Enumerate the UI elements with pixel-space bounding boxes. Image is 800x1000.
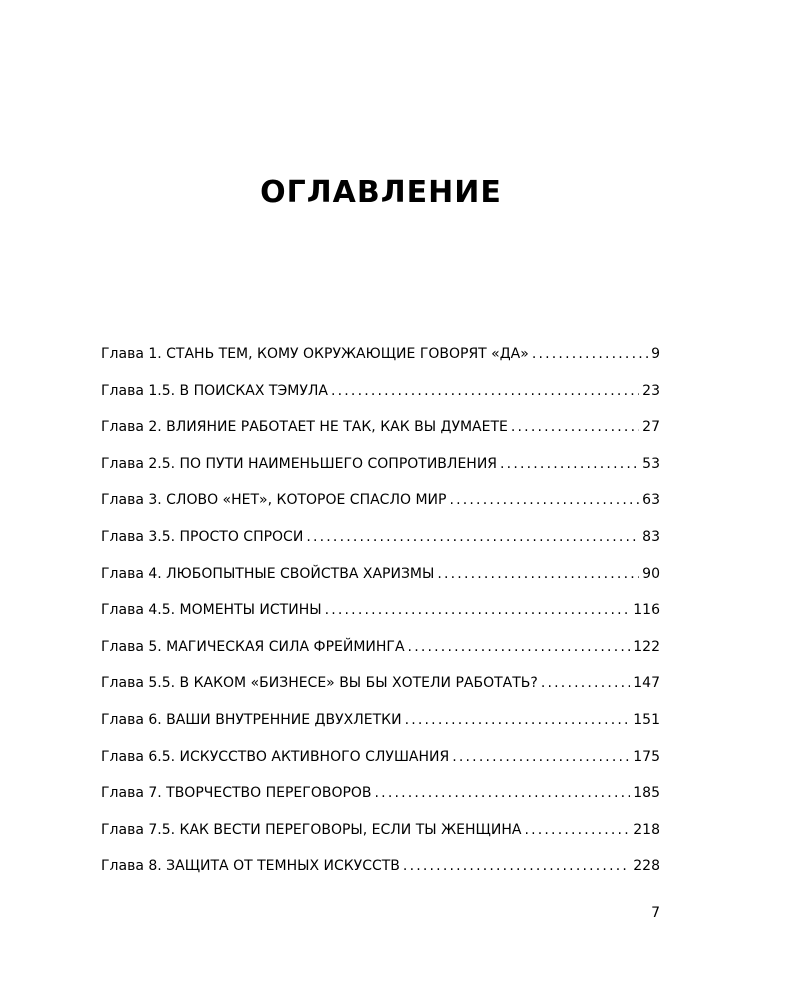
toc-entry-page: 9 bbox=[651, 346, 660, 362]
toc-entry bbox=[101, 344, 660, 381]
toc-entry bbox=[101, 490, 660, 527]
toc-entry-label: Глава 8. ЗАЩИТА ОТ ТЕМНЫХ ИСКУССТВ bbox=[101, 858, 400, 875]
toc-entry bbox=[101, 747, 660, 784]
toc-entry-page: 63 bbox=[642, 492, 660, 509]
dot-leader bbox=[375, 783, 631, 803]
toc-entry-page: 23 bbox=[642, 382, 660, 399]
toc-entry-page: 27 bbox=[642, 419, 660, 436]
toc-entry-label: Глава 7. ТВОРЧЕСТВО ПЕРЕГОВОРОВ bbox=[101, 785, 372, 802]
toc-entry-label: Глава 6.5. ИСКУССТВО АКТИВНОГО СЛУШАНИЯ bbox=[101, 748, 450, 765]
dot-leader bbox=[405, 710, 631, 730]
toc-entry bbox=[101, 856, 660, 893]
dot-leader bbox=[500, 454, 639, 474]
toc-entry bbox=[101, 710, 660, 747]
toc-entry-page: 83 bbox=[642, 528, 660, 545]
toc-entry-page: 90 bbox=[642, 565, 660, 582]
toc-entry-label: Глава 7.5. КАК ВЕСТИ ПЕРЕГОВОРЫ, ЕСЛИ ТЫ ЖЕНЩИНА bbox=[101, 821, 522, 838]
toc-entry-page: 147 bbox=[633, 675, 660, 692]
dot-leader bbox=[331, 381, 639, 401]
toc-entry bbox=[101, 673, 660, 710]
dot-leader bbox=[437, 564, 639, 584]
toc-entry-page: 185 bbox=[633, 785, 660, 802]
dot-leader bbox=[449, 490, 639, 510]
dot-leader bbox=[532, 344, 648, 364]
toc-entry-label: Глава 6. ВАШИ ВНУТРЕННИЕ ДВУХЛЕТКИ bbox=[101, 711, 402, 728]
dot-leader bbox=[511, 417, 639, 437]
toc-entry-page: 53 bbox=[642, 455, 660, 472]
toc-entry bbox=[101, 417, 660, 454]
toc-entry bbox=[101, 637, 660, 674]
toc-entry-label: Глава 1. СТАНЬ ТЕМ, КОМУ ОКРУЖАЮЩИЕ ГОВОРЯТ «ДА» bbox=[101, 346, 529, 362]
toc-entry-label: Глава 3.5. ПРОСТО СПРОСИ bbox=[101, 528, 304, 545]
toc-entry-page: 228 bbox=[633, 858, 660, 875]
table-of-contents bbox=[101, 344, 660, 893]
toc-entry-label: Глава 3. СЛОВО «НЕТ», КОТОРОЕ СПАСЛО МИР bbox=[101, 492, 447, 509]
dot-leader bbox=[306, 527, 639, 547]
toc-entry bbox=[101, 600, 660, 637]
toc-entry-page: 218 bbox=[633, 821, 660, 838]
dot-leader bbox=[408, 637, 631, 657]
toc-entry bbox=[101, 454, 660, 491]
toc-entry-label: Глава 2.5. ПО ПУТИ НАИМЕНЬШЕГО СОПРОТИВЛЕНИЯ bbox=[101, 455, 498, 472]
toc-entry bbox=[101, 564, 660, 601]
toc-entry-page: 151 bbox=[633, 711, 660, 728]
page-number: 7 bbox=[651, 905, 660, 921]
toc-entry bbox=[101, 783, 660, 820]
toc-entry bbox=[101, 820, 660, 857]
toc-entry bbox=[101, 527, 660, 564]
toc-entry-label: Глава 4.5. МОМЕНТЫ ИСТИНЫ bbox=[101, 602, 322, 619]
dot-leader bbox=[325, 600, 631, 620]
page-title: ОГЛАВЛЕНИЕ bbox=[260, 175, 502, 210]
toc-entry-label: Глава 2. ВЛИЯНИЕ РАБОТАЕТ НЕ ТАК, КАК ВЫ ДУМАЕТЕ bbox=[101, 419, 508, 436]
toc-entry-label: Глава 4. ЛЮБОПЫТНЫЕ СВОЙСТВА ХАРИЗМЫ bbox=[101, 565, 435, 582]
dot-leader bbox=[541, 673, 630, 693]
toc-entry-page: 116 bbox=[633, 602, 660, 619]
toc-entry bbox=[101, 381, 660, 418]
toc-entry-label: Глава 1.5. В ПОИСКАХ ТЭМУЛА bbox=[101, 382, 328, 399]
dot-leader bbox=[524, 820, 630, 840]
toc-entry-label: Глава 5. МАГИЧЕСКАЯ СИЛА ФРЕЙМИНГА bbox=[101, 638, 405, 655]
toc-entry-page: 122 bbox=[633, 638, 660, 655]
dot-leader bbox=[403, 856, 630, 876]
toc-entry-label: Глава 5.5. В КАКОМ «БИЗНЕСЕ» ВЫ БЫ ХОТЕЛИ РАБОТАТЬ? bbox=[101, 675, 538, 692]
toc-entry-page: 175 bbox=[633, 748, 660, 765]
dot-leader bbox=[452, 747, 630, 767]
